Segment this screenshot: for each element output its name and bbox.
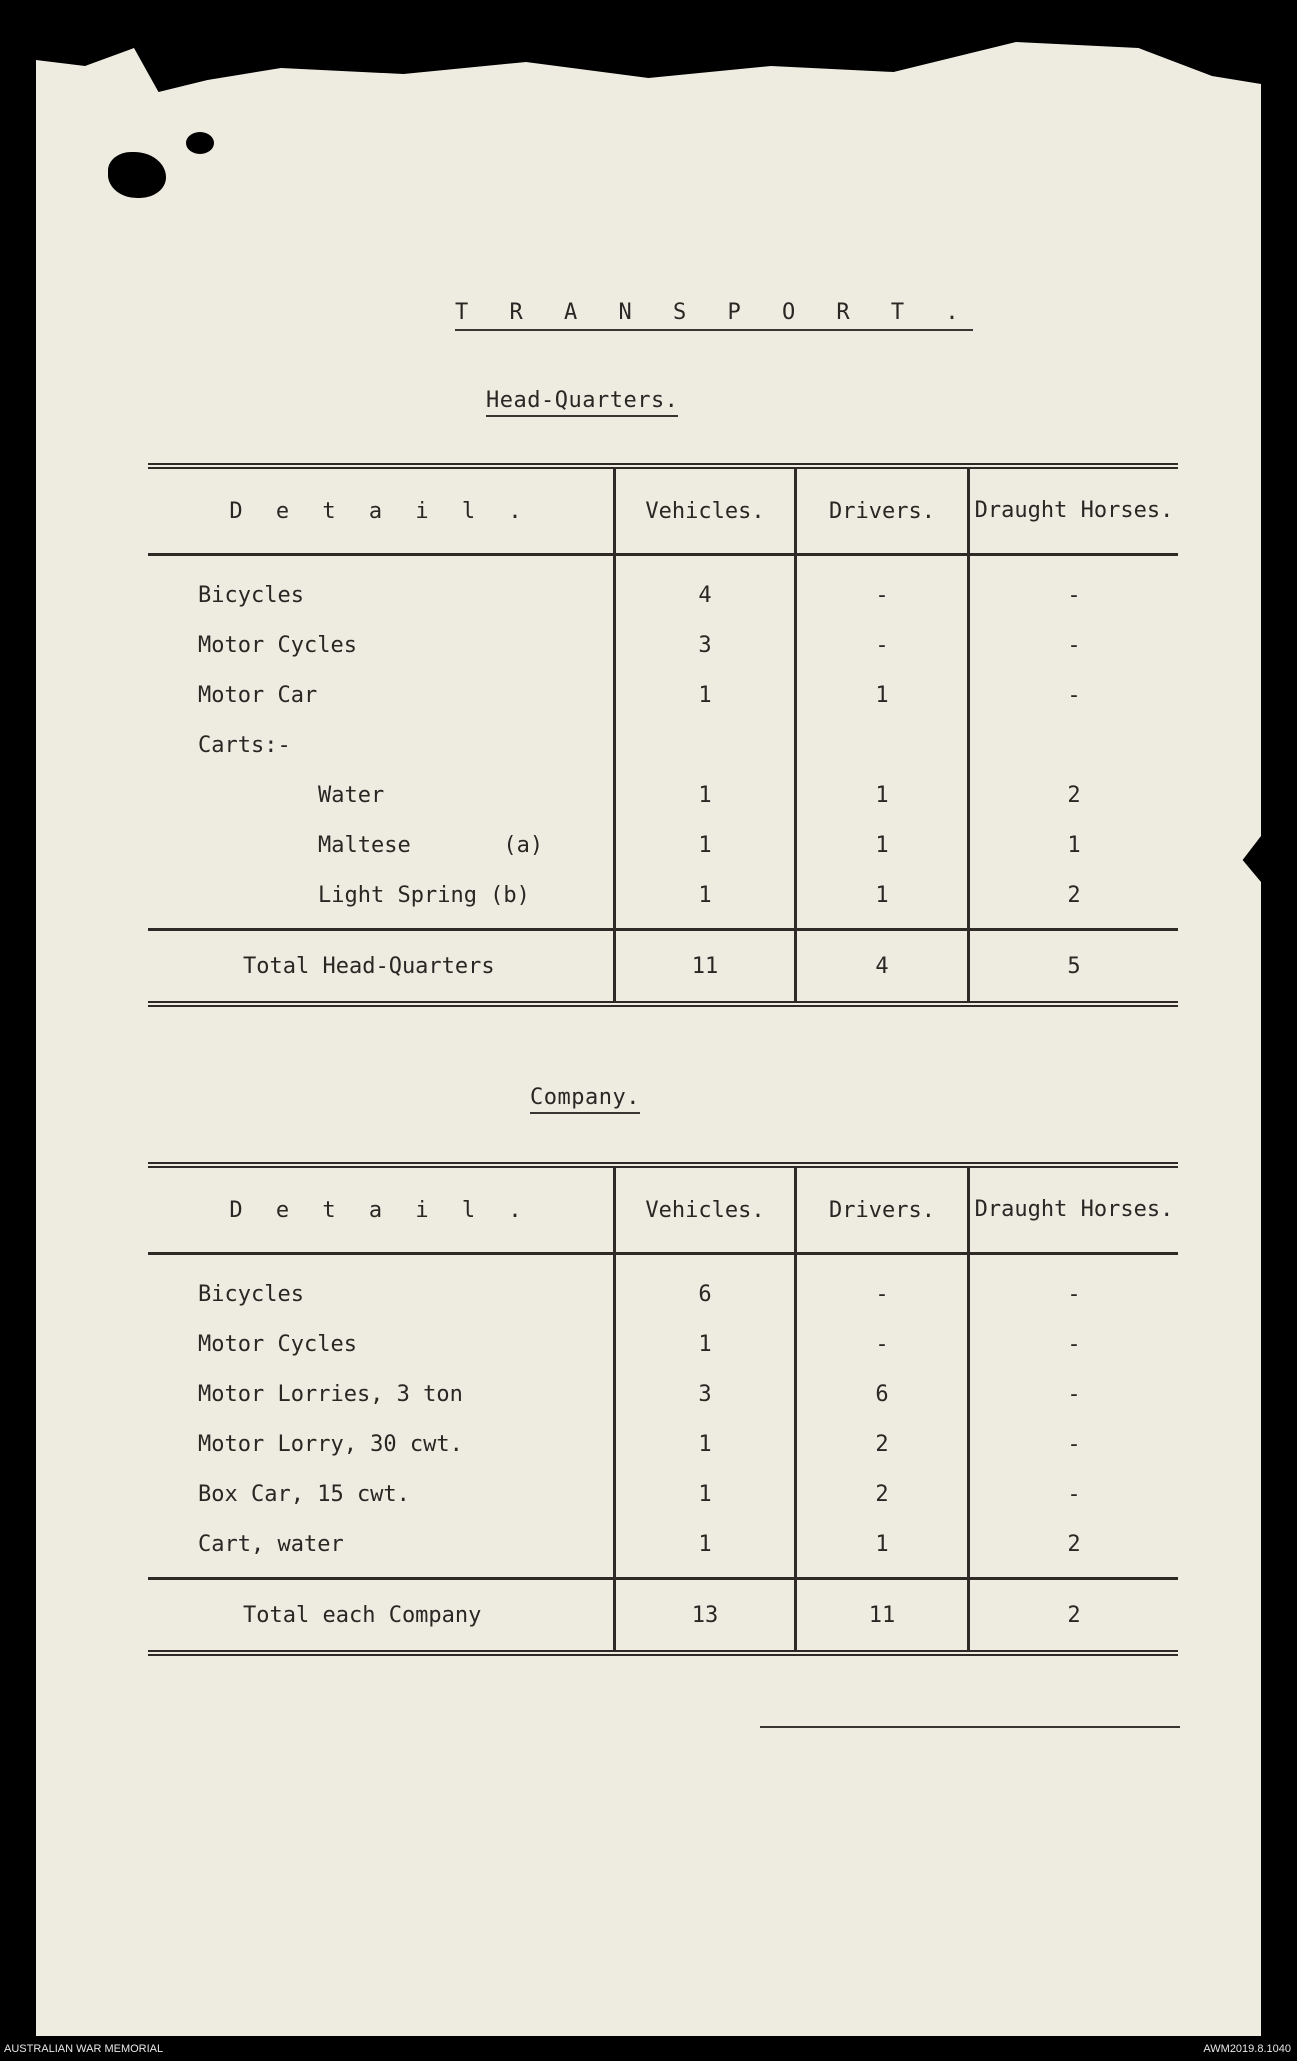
footer-credit: AUSTRALIAN WAR MEMORIAL bbox=[4, 2043, 164, 2055]
column-header-detail: D e t a i l . bbox=[148, 466, 615, 555]
table-header-row bbox=[148, 466, 1178, 555]
cell-detail: Bicycles bbox=[198, 582, 304, 608]
headquarters-table-body bbox=[148, 555, 1178, 1005]
total-vehicles: 13 bbox=[615, 1579, 796, 1654]
cell-drivers: 1 bbox=[796, 820, 969, 870]
ink-line bbox=[760, 1726, 1180, 1728]
table-total-row bbox=[148, 1579, 1178, 1654]
cell-draught-horses: - bbox=[969, 1254, 1179, 1320]
cell-vehicles: 1 bbox=[615, 820, 796, 870]
table-row bbox=[148, 620, 1178, 670]
column-header-draught-horses: Draught Horses. bbox=[969, 466, 1179, 555]
cell-detail: Water bbox=[318, 782, 385, 808]
column-header-vehicles: Vehicles. bbox=[615, 1165, 796, 1254]
cell-vehicles: 1 bbox=[615, 1469, 796, 1519]
total-draught-horses: 5 bbox=[969, 930, 1179, 1005]
table-row bbox=[148, 870, 1178, 930]
cell-drivers: - bbox=[796, 1319, 969, 1369]
headquarters-table bbox=[148, 463, 1178, 1007]
cell-detail: Motor Car bbox=[198, 682, 318, 708]
company-heading: Company. bbox=[530, 1085, 640, 1114]
cell-detail: Motor Lorries, 3 ton bbox=[198, 1381, 463, 1407]
total-draught-horses: 2 bbox=[969, 1579, 1179, 1654]
cell-drivers: 2 bbox=[796, 1469, 969, 1519]
table-row bbox=[148, 820, 1178, 870]
paper-tear-hole-small bbox=[186, 132, 214, 154]
table-row bbox=[148, 670, 1178, 720]
cell-draught-horses: 1 bbox=[969, 820, 1179, 870]
cell-detail: Motor Cycles bbox=[198, 1331, 357, 1357]
cell-vehicles: 1 bbox=[615, 1319, 796, 1369]
cell-vehicles: 4 bbox=[615, 555, 796, 621]
cell-draught-horses: - bbox=[969, 1419, 1179, 1469]
cell-draught-horses: - bbox=[969, 1369, 1179, 1419]
table-total-row bbox=[148, 930, 1178, 1005]
table-row bbox=[148, 720, 1178, 770]
cell-draught-horses: - bbox=[969, 1319, 1179, 1369]
cell-vehicles: 3 bbox=[615, 1369, 796, 1419]
table-row bbox=[148, 1254, 1178, 1320]
column-header-draught-horses: Draught Horses. bbox=[969, 1165, 1179, 1254]
cell-drivers: 1 bbox=[796, 870, 969, 930]
table-header-row bbox=[148, 1165, 1178, 1254]
table-row bbox=[148, 1519, 1178, 1579]
cell-detail: Light Spring (b) bbox=[318, 882, 530, 908]
cell-detail: Motor Cycles bbox=[198, 632, 357, 658]
cell-detail: Maltese (a) bbox=[318, 832, 544, 858]
document-title: T R A N S P O R T . bbox=[455, 300, 973, 331]
footer-accession-number: AWM2019.8.1040 bbox=[1203, 2043, 1291, 2055]
cell-detail: Bicycles bbox=[198, 1281, 304, 1307]
total-label: Total Head-Quarters bbox=[148, 930, 615, 1005]
cell-drivers: 1 bbox=[796, 670, 969, 720]
table-row bbox=[148, 555, 1178, 621]
cell-draught-horses bbox=[969, 720, 1179, 770]
cell-draught-horses: 2 bbox=[969, 770, 1179, 820]
column-header-drivers: Drivers. bbox=[796, 1165, 969, 1254]
cell-drivers: - bbox=[796, 620, 969, 670]
table-row bbox=[148, 1319, 1178, 1369]
cell-vehicles: 1 bbox=[615, 1419, 796, 1469]
cell-vehicles: 1 bbox=[615, 770, 796, 820]
total-drivers: 4 bbox=[796, 930, 969, 1005]
document-page bbox=[36, 36, 1261, 2036]
cell-vehicles: 3 bbox=[615, 620, 796, 670]
cell-detail: Cart, water bbox=[198, 1531, 344, 1557]
cell-detail: Carts:- bbox=[198, 732, 291, 758]
cell-vehicles: 1 bbox=[615, 870, 796, 930]
cell-draught-horses: - bbox=[969, 620, 1179, 670]
company-table bbox=[148, 1162, 1178, 1656]
headquarters-heading: Head-Quarters. bbox=[486, 388, 678, 417]
cell-drivers: 1 bbox=[796, 770, 969, 820]
cell-drivers: - bbox=[796, 555, 969, 621]
cell-draught-horses: 2 bbox=[969, 1519, 1179, 1579]
cell-detail: Motor Lorry, 30 cwt. bbox=[198, 1431, 463, 1457]
column-header-detail: D e t a i l . bbox=[148, 1165, 615, 1254]
cell-drivers: 2 bbox=[796, 1419, 969, 1469]
cell-drivers: 6 bbox=[796, 1369, 969, 1419]
cell-detail: Box Car, 15 cwt. bbox=[198, 1481, 410, 1507]
table-row bbox=[148, 1419, 1178, 1469]
column-header-vehicles: Vehicles. bbox=[615, 466, 796, 555]
total-vehicles: 11 bbox=[615, 930, 796, 1005]
company-table-body bbox=[148, 1254, 1178, 1654]
cell-vehicles: 6 bbox=[615, 1254, 796, 1320]
cell-drivers: - bbox=[796, 1254, 969, 1320]
cell-draught-horses: - bbox=[969, 555, 1179, 621]
cell-drivers: 1 bbox=[796, 1519, 969, 1579]
cell-drivers bbox=[796, 720, 969, 770]
cell-draught-horses: 2 bbox=[969, 870, 1179, 930]
column-header-drivers: Drivers. bbox=[796, 466, 969, 555]
table-row bbox=[148, 1369, 1178, 1419]
total-drivers: 11 bbox=[796, 1579, 969, 1654]
table-row bbox=[148, 770, 1178, 820]
cell-vehicles: 1 bbox=[615, 670, 796, 720]
cell-draught-horses: - bbox=[969, 1469, 1179, 1519]
cell-draught-horses: - bbox=[969, 670, 1179, 720]
cell-vehicles: 1 bbox=[615, 1519, 796, 1579]
cell-vehicles bbox=[615, 720, 796, 770]
table-row bbox=[148, 1469, 1178, 1519]
total-label: Total each Company bbox=[148, 1579, 615, 1654]
